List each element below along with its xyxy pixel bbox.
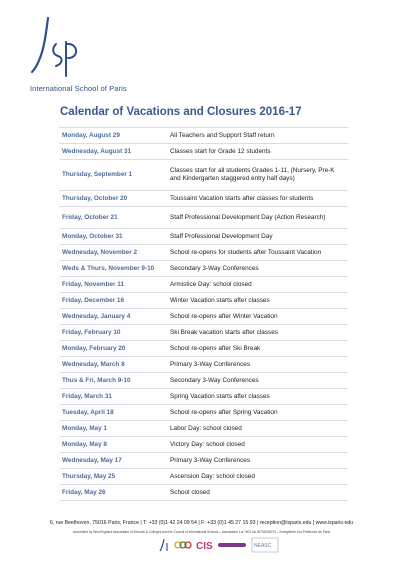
- event-date: Friday, March 31: [59, 389, 167, 405]
- event-date: Monday, May 1: [59, 421, 167, 437]
- event-date: Weds & Thurs, November 9-10: [59, 261, 167, 277]
- neasc-logo-icon: [252, 538, 278, 552]
- table-row: [59, 341, 348, 357]
- event-description: School re-opens after Spring Vacation: [167, 405, 348, 421]
- event-date: Wednesday, January 4: [59, 309, 167, 325]
- table-row: [59, 191, 348, 207]
- event-description: All Teachers and Support Staff return: [167, 128, 348, 144]
- event-description: Armistice Day: school closed: [167, 277, 348, 293]
- event-description: Secondary 3-Way Conferences: [167, 261, 348, 277]
- cis-logo-icon: [196, 541, 246, 552]
- table-row: [59, 293, 348, 309]
- table-row: [59, 261, 348, 277]
- event-date: Tuesday, April 18: [59, 405, 167, 421]
- footer-accreditation: Accredited by New England Association of Schools & Colleges and the Council of International Schools – Association Loi 1901 No.W751000074 – Enregistrée à la Préfecture de Paris: [72, 530, 331, 534]
- school-name: International School of Paris: [30, 84, 127, 93]
- event-description: Classes start for all students Grades 1-11, (Nursery, Pre-K and Kindergarten staggered entry half days): [167, 160, 348, 191]
- table-row: [59, 469, 348, 485]
- event-date: Thursday, September 1: [59, 160, 167, 191]
- table-row: [59, 229, 348, 245]
- event-description: School closed: [167, 485, 348, 501]
- event-date: Friday, October 21: [59, 207, 167, 229]
- event-description: Victory Day: school closed: [167, 437, 348, 453]
- table-row: [59, 325, 348, 341]
- event-date: Monday, October 31: [59, 229, 167, 245]
- table-row: [59, 421, 348, 437]
- table-row: [59, 373, 348, 389]
- event-description: School re-opens after Ski Break: [167, 341, 348, 357]
- event-date: Wednesday, May 17: [59, 453, 167, 469]
- event-description: Labor Day: school closed: [167, 421, 348, 437]
- event-date: Thursday, May 25: [59, 469, 167, 485]
- table-row: [59, 309, 348, 325]
- table-row: [59, 453, 348, 469]
- table-row: [59, 389, 348, 405]
- event-date: Friday, December 16: [59, 293, 167, 309]
- colored-rings-icon: [175, 542, 191, 548]
- isp-small-logo-icon: [160, 539, 167, 551]
- event-date: Monday, February 20: [59, 341, 167, 357]
- table-row: [59, 357, 348, 373]
- table-row: [59, 485, 348, 501]
- event-date: Wednesday, August 31: [59, 144, 167, 160]
- table-row: [59, 277, 348, 293]
- event-description: Classes start for Grade 12 students: [167, 144, 348, 160]
- table-row: [59, 144, 348, 160]
- calendar-table: [59, 127, 348, 501]
- table-row: [59, 160, 348, 191]
- svg-text:NEASC: NEASC: [254, 543, 272, 549]
- table-row: [59, 437, 348, 453]
- accreditation-logos: [156, 536, 286, 554]
- event-date: Friday, November 11: [59, 277, 167, 293]
- school-logo-icon: [30, 14, 90, 80]
- event-description: Staff Professional Development Day: [167, 229, 348, 245]
- event-description: Ski Break vacation starts after classes: [167, 325, 348, 341]
- event-description: School re-opens after Winter Vacation: [167, 309, 348, 325]
- footer-contact: 6, rue Beethoven, 75016 Paris, France | T: +33 (0)1 42 24 09 54 | F: +33 (0)1 45 27 15 93 | reception@isparis.edu | www.isparis.edu: [49, 520, 354, 526]
- event-date: Monday, May 8: [59, 437, 167, 453]
- table-row: [59, 128, 348, 144]
- event-date: Thursday, October 20: [59, 191, 167, 207]
- event-description: School re-opens for students after Toussaint Vacation: [167, 245, 348, 261]
- event-date: Wednesday, November 2: [59, 245, 167, 261]
- event-description: Staff Professional Development Day (Action Research): [167, 207, 348, 229]
- event-date: Monday, August 29: [59, 128, 167, 144]
- event-date: Friday, February 10: [59, 325, 167, 341]
- event-date: Friday, May 26: [59, 485, 167, 501]
- event-description: Primary 3-Way Conferences: [167, 453, 348, 469]
- event-description: Secondary 3-Way Conferences: [167, 373, 348, 389]
- table-row: [59, 405, 348, 421]
- table-row: [59, 245, 348, 261]
- event-date: Thus & Fri, March 9-10: [59, 373, 167, 389]
- svg-text:CIS: CIS: [196, 541, 213, 552]
- event-description: Primary 3-Way Conferences: [167, 357, 348, 373]
- event-description: Toussaint Vacation starts after classes for students: [167, 191, 348, 207]
- event-date: Wednesday, March 8: [59, 357, 167, 373]
- event-description: Ascension Day: school closed: [167, 469, 348, 485]
- page-title: Calendar of Vacations and Closures 2016-17: [60, 106, 302, 118]
- table-row: [59, 207, 348, 229]
- event-description: Winter Vacation starts after classes: [167, 293, 348, 309]
- event-description: Spring Vacation starts after classes: [167, 389, 348, 405]
